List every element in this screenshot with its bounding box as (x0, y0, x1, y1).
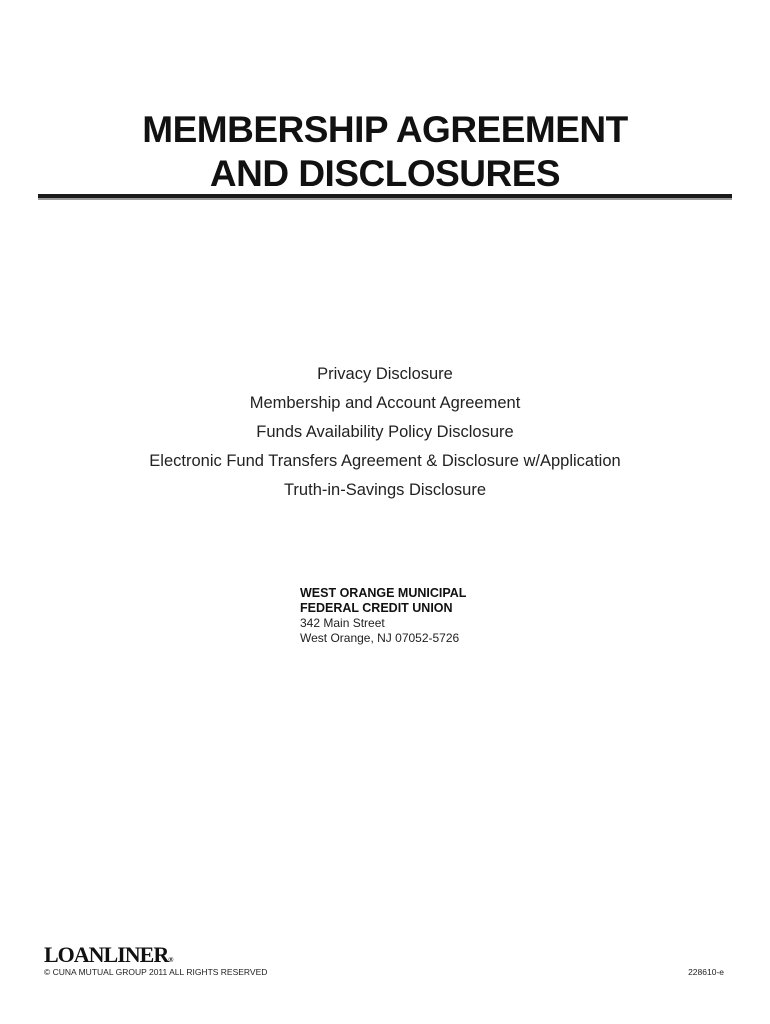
contents-list (0, 360, 770, 505)
city-state-zip: West Orange, NJ 07052-5726 (300, 631, 460, 645)
contents-item-electronic-fund-transfers: Electronic Fund Transfers Agreement & Disclosure w/Application (149, 452, 621, 470)
contents-item-privacy: Privacy Disclosure (317, 365, 453, 383)
registered-mark: ® (168, 956, 174, 964)
copyright-notice: © CUNA MUTUAL GROUP 2011 ALL RIGHTS RESERVED (44, 967, 268, 977)
title-divider (38, 194, 732, 198)
contents-item-funds-availability: Funds Availability Policy Disclosure (256, 423, 514, 441)
contents-item-truth-in-savings: Truth-in-Savings Disclosure (283, 481, 487, 499)
form-number: 228610-e (688, 967, 724, 977)
credit-union-name-line-2: FEDERAL CREDIT UNION (300, 601, 453, 615)
credit-union-name-line-1: WEST ORANGE MUNICIPAL (300, 586, 467, 600)
title-line-1: MEMBERSHIP AGREEMENT (142, 109, 628, 150)
title-line-2: AND DISCLOSURES (209, 153, 561, 194)
logo-text: LOANLINER (44, 942, 169, 967)
street-address: 342 Main Street (300, 616, 385, 630)
contents-item-membership: Membership and Account Agreement (249, 394, 521, 412)
credit-union-address-block (300, 586, 600, 646)
document-title (0, 108, 770, 196)
